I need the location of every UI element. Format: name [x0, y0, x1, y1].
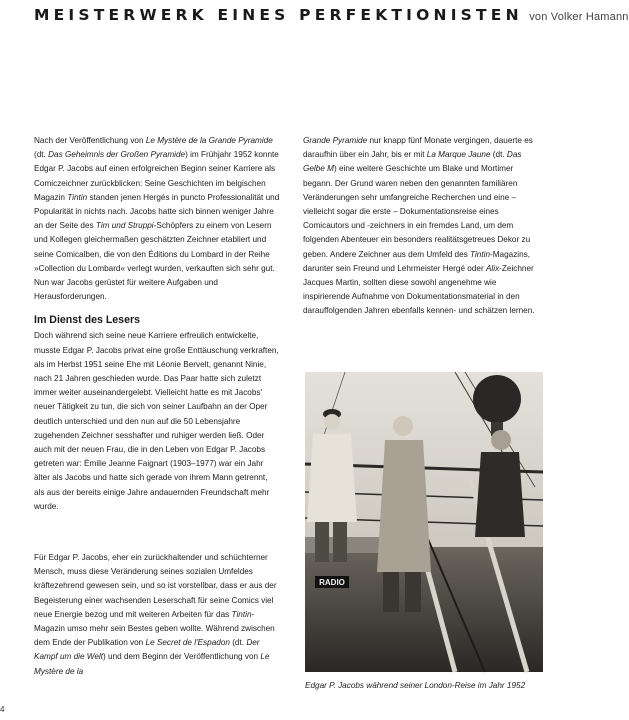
ship-deck-photo: [305, 372, 543, 672]
photo-caption: Edgar P. Jacobs während seiner London-Reise im Jahr 1952: [305, 681, 526, 690]
author-byline: von Volker Hamann: [529, 11, 629, 23]
page-number: 4: [0, 705, 5, 714]
page-title: MEISTERWERK EINES PERFEKTIONISTEN: [34, 6, 523, 24]
body-paragraph: Grande Pyramide nur knapp fünf Monate vergingen, dauerte es daraufhin über ein Jahr, bis er mit La Marque Jaune (dt. Das Gelbe M) eine weitere Geschichte um Blake und Mortimer begann. Der Grund waren neben den genannten familiären Veränderungen sehr umfangreiche Recherchen und eine – vielleicht sogar die erste – Dokumentationsreise eines Comicautors und -zeichners in ein fremdes Land, um dem folgenden Abenteuer ein besonders realitätsgetreues Dekor zu geben. Andere Zeichner aus dem Umfeld des Tintin-Magazins, darunter sein Freund und Lehrmeister Hergé oder Alix-Zeichner Jacques Martin, sollten diese sowohl angenehme wie inspirierende Aufnahme von Dokumentationsmaterial in den darauffolgenden Jahren ebenfalls kennen- und schätzen lernen.: [303, 136, 535, 316]
page-header: [34, 6, 629, 25]
body-paragraph: Für Edgar P. Jacobs, eher ein zurückhaltender und schüchterner Mensch, muss diese Veränderung seines sozialen Umfeldes kräftezehrend gewesen sein, und so ist vorstellbar, dass er aus der Begeisterung einer wachsenden Leserschaft für seine Comics viel neue Energie bezog und mit weiteren Arbeiten für das Tintin-Magazin umso mehr sein Bestes geben wollte. Während zwischen dem Ende der Publikation von Le Secret de l'Espadon (dt. Der Kampf um die Welt) und dem Beginn der Veröffentlichung von Le Mystère de la: [34, 553, 277, 676]
body-paragraph: Nach der Veröffentlichung von Le Mystère de la Grande Pyramide (dt. Das Geheimnis der Großen Pyramide) im Frühjahr 1952 konnte Edgar P. Jacobs auf einen erfolgreichen Beginn seiner Karriere als Comiczeichner zurückblicken: Seine Geschichten im belgischen Magazin Tintin standen jenen Hergés in puncto Professionalität und Popularität in nichts nach. Jacobs hatte sich binnen weniger Jahre an der Seite des Tim und Struppi-Schöpfers zu einem von Lesern und Kollegen gleichermaßen geschätzten Zeichner etabliert und seine Comicalben, die von den Éditions du Lombard in der Reihe »Collection du Lombard« verlegt wurden, verkauften sich sehr gut. Nun war Jacobs gerüstet für weitere Aufgaben und Herausforderungen.: [34, 136, 280, 302]
right-column: [303, 134, 537, 319]
section-heading: Im Dienst des Lesers: [34, 314, 140, 327]
left-column: [34, 134, 280, 514]
radio-sign: RADIO: [319, 578, 345, 587]
left-column-lower: [34, 551, 280, 679]
body-paragraph: Doch während sich seine neue Karriere erfreulich entwickelte, musste Edgar P. Jacobs privat eine große Enttäuschung verkraften, als im Herbst 1951 seine Ehe mit Léonie Bervelt, genannt Ninie, nach 21 Jahren geschieden wurde. Das Paar hatte sich zuletzt immer weiter auseinandergelebt. Vielleicht hatte es mit Jacobs' neuer Tätigkeit zu tun, die sich von seiner Laufbahn an der Oper deutlich unterschied und den nun auf die 50 Lebensjahre zugehenden Zeichner sesshafter und ruhiger werden ließ. Oder auch mit der neuen Frau, die in den Leben von Edgar P. Jacobs getreten war: Émilie Jeanne Faignart (1903–1977) war ein Jahr älter als Jacobs und hatte sich gerade von ihrem Mann getrennt, als aus der bereits einige Jahre andauernden Freundschaft mehr wurde.: [34, 331, 279, 511]
